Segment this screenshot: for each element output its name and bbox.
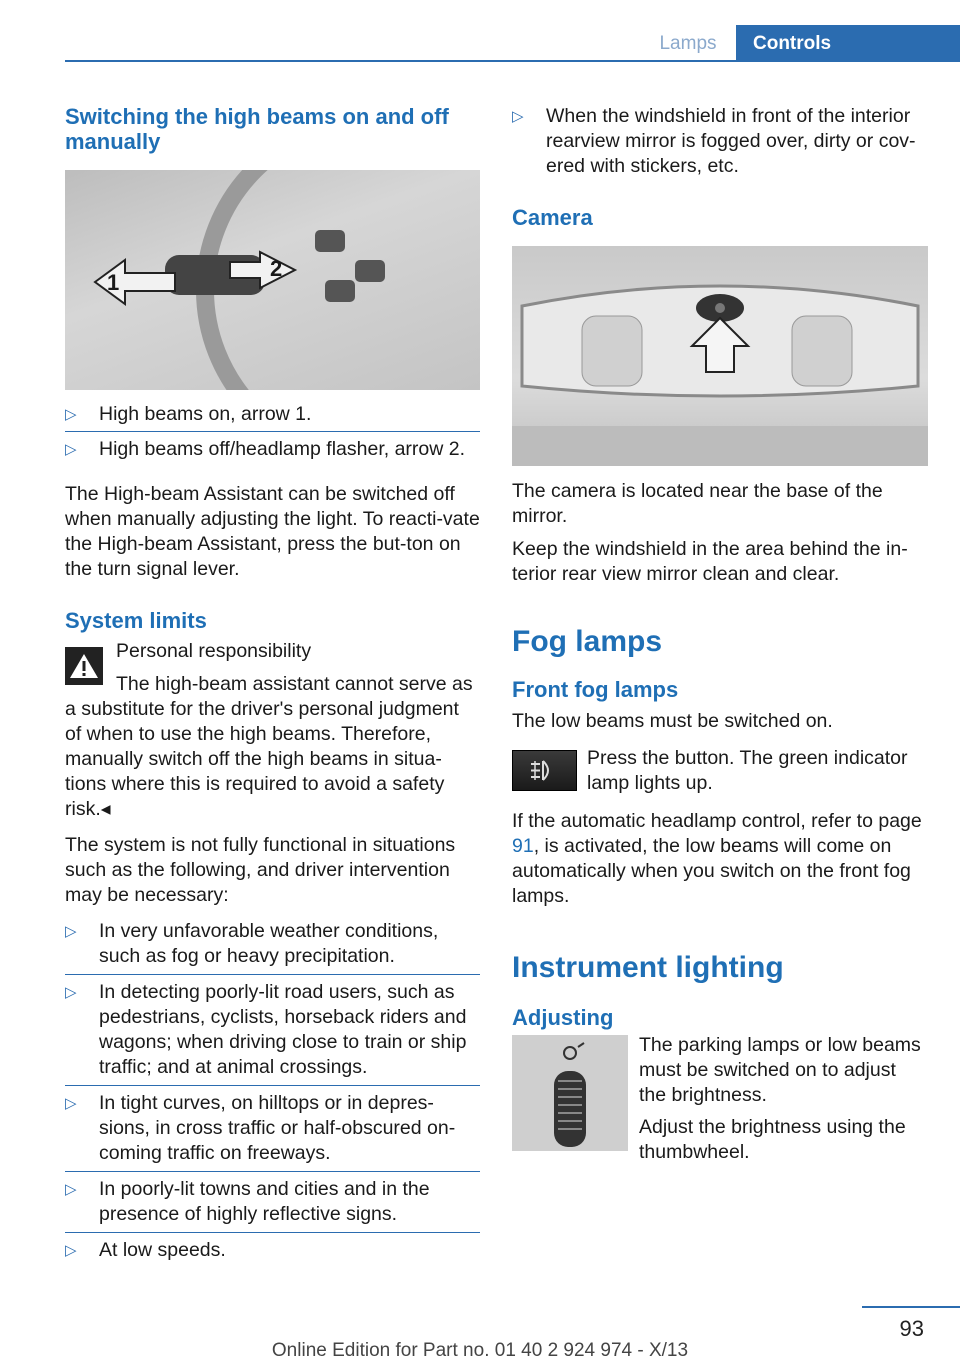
heading-instrument-lighting: Instrument lighting (512, 951, 784, 984)
list-item-text: When the windshield in front of the interior rearview mirror is fogged over, dirty or cov-ered with stickers, etc. (546, 105, 916, 177)
list-item-text: At low speeds. (99, 1239, 226, 1261)
header-rule (65, 60, 960, 62)
heading-front-fog-lamps: Front fog lamps (512, 677, 679, 702)
right-column (512, 104, 928, 1165)
footer-rule (862, 1306, 960, 1308)
high-beam-lever-figure (65, 170, 480, 390)
camera-illustration (512, 246, 928, 466)
triangle-bullet-icon: ▷ (65, 984, 77, 1001)
list-item-text: In tight curves, on hilltops or in depres-sions, in cross traffic or half-obscured on-coming traffic on freeways. (99, 1092, 456, 1164)
triangle-bullet-icon: ▷ (65, 923, 77, 940)
list-item (65, 1085, 480, 1171)
paragraph-text: , is activated, the low beams will come on automatically when you switch on the front fog lamps. (512, 835, 911, 907)
page-link[interactable]: 91 (512, 835, 534, 857)
paragraph (512, 809, 928, 909)
list-item (512, 104, 928, 179)
page-number: 93 (899, 1316, 924, 1341)
paragraph: Keep the windshield in the area behind the in-terior rear view mirror clean and clear. (512, 538, 908, 585)
heading-system-limits: System limits (65, 608, 207, 633)
list-item-text: In detecting poorly-lit road users, such as pedestrians, cyclists, horseback riders and wagons; when driving close to train or ship traffic; and at animal crossings. (99, 981, 467, 1078)
fog-button-block (512, 746, 928, 796)
list-item (65, 1171, 480, 1232)
left-column (65, 104, 480, 1263)
list-item (65, 1232, 480, 1263)
heading-camera: Camera (512, 205, 593, 230)
warning-icon (65, 647, 103, 685)
heading-fog-lamps: Fog lamps (512, 625, 663, 658)
paragraph: The High-beam Assistant can be switched off when manually adjusting the light. To reacti-vate the High-beam Assistant, press the but-ton on the turn signal lever. (65, 483, 480, 580)
paragraph: The camera is located near the base of the mirror. (512, 480, 883, 527)
triangle-bullet-icon: ▷ (65, 441, 77, 458)
list-item-text: High beams on, arrow 1. (99, 403, 312, 425)
paragraph: The system is not fully functional in situations such as the following, and driver intervention may be necessary: (65, 834, 456, 906)
arrow-2-label: 2 (270, 256, 283, 281)
adjust-block (512, 1033, 928, 1165)
list-item-text: In very unfavorable weather conditions, such as fog or heavy precipitation. (99, 920, 439, 967)
warning-title: Personal responsibility (116, 640, 312, 662)
triangle-bullet-icon: ▷ (65, 1095, 77, 1112)
paragraph: The low beams must be switched on. (512, 710, 833, 732)
camera-figure (512, 246, 928, 466)
heading-adjusting: Adjusting (512, 1005, 614, 1030)
thumbwheel-icon (512, 1035, 628, 1151)
triangle-bullet-icon: ▷ (65, 406, 77, 423)
paragraph: Adjust the brightness using the thumbwheel. (639, 1116, 906, 1163)
warning-text: The high-beam assistant cannot serve as a substitute for the driver's personal judgment of when to use the high beams. Therefore, manually switch off the high beams in situa-tions where this is required to avoid a safety risk.◂ (65, 673, 473, 820)
fog-lamp-button-icon (512, 750, 577, 791)
heading-high-beams: Switching the high beams on and off manually (65, 104, 449, 154)
edition-footer: Online Edition for Part no. 01 40 2 924 974 - X/13 (271, 1340, 689, 1361)
arrow-1-label: 1 (107, 270, 120, 295)
triangle-bullet-icon: ▷ (512, 108, 524, 125)
list-item (65, 402, 480, 431)
header-section: Lamps (659, 32, 717, 54)
list-item (65, 915, 480, 974)
paragraph: The parking lamps or low beams must be switched on to adjust the brightness. (639, 1034, 921, 1106)
warning-block (65, 639, 480, 822)
fog-button-text: Press the button. The green indicator lamp lights up. (587, 747, 908, 794)
paragraph-text: If the automatic headlamp control, refer to page (512, 810, 922, 832)
triangle-bullet-icon: ▷ (65, 1242, 77, 1259)
list-item (65, 431, 480, 462)
list-item (65, 974, 480, 1085)
triangle-bullet-icon: ▷ (65, 1181, 77, 1198)
list-item-text: In poorly-lit towns and cities and in the presence of highly reflective signs. (99, 1178, 430, 1225)
header-chapter: Controls (736, 25, 960, 62)
thumbwheel-figure (512, 1035, 628, 1151)
list-item-text: High beams off/headlamp flasher, arrow 2. (99, 438, 466, 460)
